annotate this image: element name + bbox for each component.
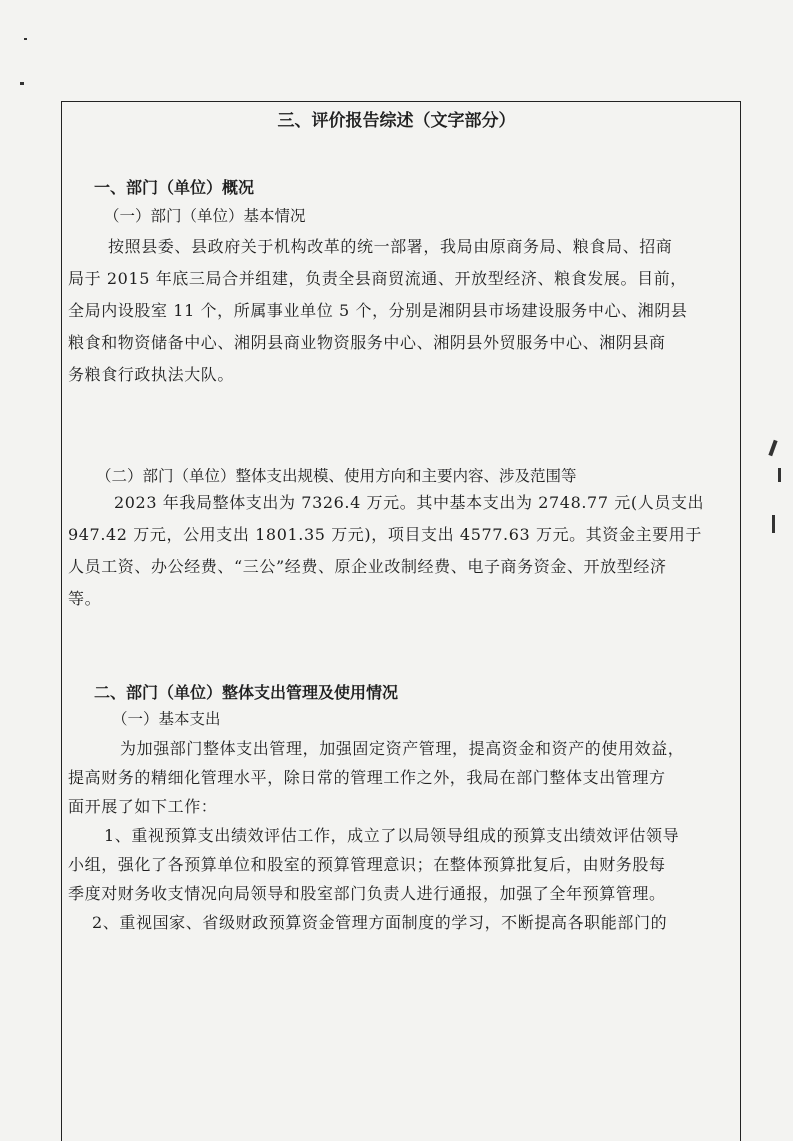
paragraph-line: 小组，强化了各预算单位和股室的预算管理意识；在整体预算批复后，由财务股每 (68, 855, 666, 874)
report-title: 三、评价报告综述（文字部分） (277, 111, 516, 131)
paragraph-line: 按照县委、县政府关于机构改革的统一部署，我局由原商务局、粮食局、招商 (108, 237, 673, 256)
paragraph-line: 全局内设股室 11 个，所属事业单位 5 个，分别是湘阴县市场建设服务中心、湘阴县 (68, 301, 688, 320)
section-1-sub-1-paragraph (68, 231, 733, 391)
paragraph-line: 2、重视国家、省级财政预算资金管理方面制度的学习，不断提高各职能部门的 (92, 913, 668, 932)
paragraph-line: 粮食和物资储备中心、湘阴县商业物资服务中心、湘阴县外贸服务中心、湘阴县商 (68, 333, 666, 352)
scan-speck (24, 38, 27, 40)
paragraph-line: 947.42 万元，公用支出 1801.35 万元)，项目支出 4577.63 万元。其资金主要用于 (68, 525, 702, 544)
paragraph-line: 提高财务的精细化管理水平，除日常的管理工作之外，我局在部门整体支出管理方 (68, 768, 666, 787)
paragraph-line: 为加强部门整体支出管理，加强固定资产管理，提高资金和资产的使用效益， (120, 739, 685, 758)
scan-mark (778, 468, 781, 482)
paragraph-line: 季度对财务收支情况向局领导和股室部门负责人进行通报，加强了全年预算管理。 (68, 884, 666, 903)
section-1-heading: 一、部门（单位）概况 (94, 178, 255, 197)
scan-mark (772, 515, 775, 533)
paragraph-line: 等。 (68, 589, 102, 608)
paragraph-line: 人员工资、办公经费、“三公”经费、原企业改制经费、电子商务资金、开放型经济 (68, 557, 667, 576)
section-2-sub-1-paragraph (68, 734, 733, 937)
section-1-sub-2-paragraph (68, 487, 733, 615)
paragraph-line: 面开展了如下工作： (68, 797, 218, 816)
scan-speck (20, 82, 24, 85)
section-1-sub-1-heading: （一）部门（单位）基本情况 (104, 207, 306, 225)
section-2-heading: 二、部门（单位）整体支出管理及使用情况 (94, 683, 399, 702)
section-1-sub-2-heading: （二）部门（单位）整体支出规模、使用方向和主要内容、涉及范围等 (96, 467, 577, 485)
scan-mark (768, 440, 777, 456)
paragraph-line: 务粮食行政执法大队。 (68, 365, 235, 384)
paragraph-line: 2023 年我局整体支出为 7326.4 万元。其中基本支出为 2748.77 元(人员支出 (114, 493, 705, 512)
paragraph-line: 局于 2015 年底三局合并组建，负责全县商贸流通、开放型经济、粮食发展。目前， (68, 269, 687, 288)
section-2-sub-1-heading: （一）基本支出 (112, 710, 221, 728)
paragraph-line: 1、重视预算支出绩效评估工作，成立了以局领导组成的预算支出绩效评估领导 (104, 826, 680, 845)
